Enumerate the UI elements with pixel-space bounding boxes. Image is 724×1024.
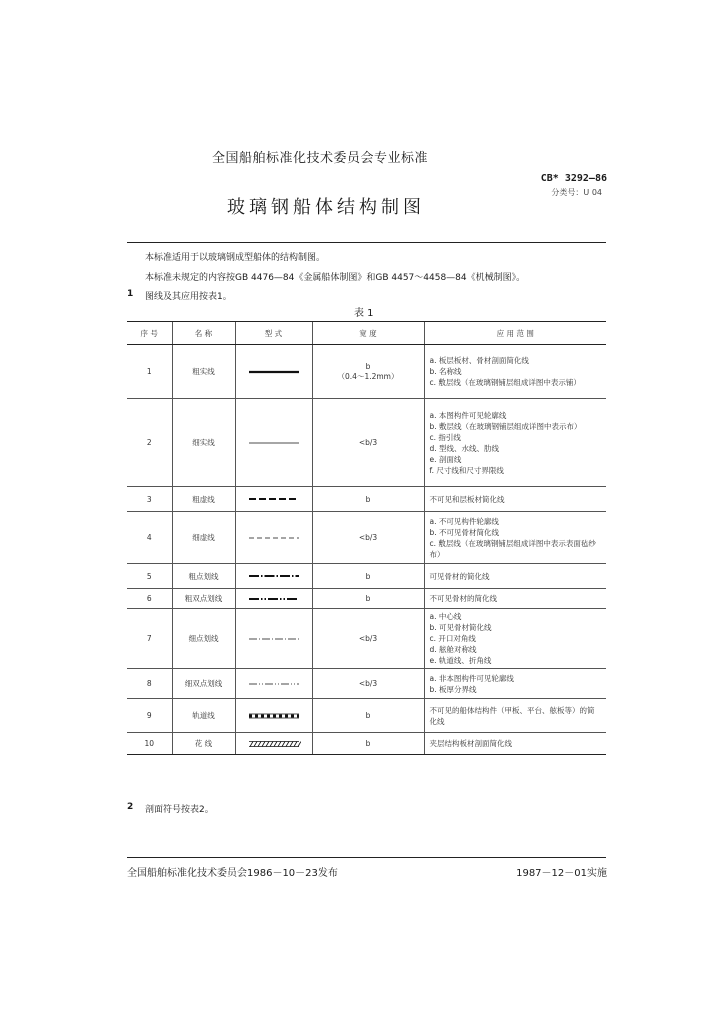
application-range xyxy=(424,699,606,733)
row-number: 4 xyxy=(127,512,172,564)
table-row xyxy=(127,733,606,755)
application-range xyxy=(424,733,606,755)
application-range xyxy=(424,589,606,609)
table-row xyxy=(127,609,606,669)
section-2-number: 2 xyxy=(127,802,134,812)
line-sample-thick-dashed xyxy=(247,494,301,504)
row-number: 3 xyxy=(127,487,172,512)
table-row xyxy=(127,512,606,564)
header-style: 型 式 xyxy=(235,322,312,345)
line-style xyxy=(235,345,312,399)
line-style xyxy=(235,609,312,669)
row-number: 10 xyxy=(127,733,172,755)
line-name: 细点划线 xyxy=(172,609,235,669)
line-width xyxy=(312,589,424,609)
line-sample-thick-dashdot xyxy=(247,571,301,581)
application-item: 不可见骨材的简化线 xyxy=(429,594,497,603)
table-row xyxy=(127,589,606,609)
width-value: b xyxy=(365,494,371,504)
application-item: 不可见的船体结构件（甲板、平台、舷板等）的简化线 xyxy=(429,705,595,726)
section-1-text: 图线及其应用按表1。 xyxy=(145,292,232,302)
application-item: 夹层结构板材剖面简化线 xyxy=(429,739,512,748)
application-item: c. 指引线 xyxy=(429,432,461,442)
application-item: c. 敷层线（在玻璃钢铺层组成详图中表示表面毡纱布） xyxy=(429,538,596,559)
application-range xyxy=(424,487,606,512)
application-range xyxy=(424,512,606,564)
intro-paragraph-2: 本标准未规定的内容按GB 4476—84《金属船体制图》和GB 4457～4458—84《机械制图》。 xyxy=(145,273,526,283)
line-style xyxy=(235,564,312,589)
line-style xyxy=(235,589,312,609)
line-style xyxy=(235,699,312,733)
application-item: b. 可见骨材简化线 xyxy=(429,623,492,632)
header-divider xyxy=(127,242,606,243)
table-row xyxy=(127,699,606,733)
application-item: b. 敷层线（在玻璃钢铺层组成详图中表示布） xyxy=(429,421,582,431)
line-width xyxy=(312,487,424,512)
width-value: <b/3 xyxy=(358,533,378,542)
width-value: <b/3 xyxy=(358,438,378,447)
width-value: b xyxy=(365,571,371,581)
width-note: （0.4～1.2mm） xyxy=(337,371,399,381)
width-value: b xyxy=(365,594,371,603)
table-row xyxy=(127,669,606,699)
application-item: a. 中心线 xyxy=(429,612,462,621)
table-row xyxy=(127,399,606,487)
line-types-table xyxy=(127,321,606,755)
header-no: 序 号 xyxy=(127,322,172,345)
row-number: 1 xyxy=(127,345,172,399)
application-item: a. 板层板材、骨材剖面简化线 xyxy=(429,356,529,365)
application-item: a. 非本图构件可见轮廓线 xyxy=(429,673,514,683)
line-width xyxy=(312,345,424,399)
table-header-row xyxy=(127,322,606,345)
line-width xyxy=(312,609,424,669)
line-style xyxy=(235,733,312,755)
line-width xyxy=(312,699,424,733)
application-item: a. 不可见构件轮廓线 xyxy=(429,516,499,526)
application-range xyxy=(424,669,606,699)
line-style xyxy=(235,399,312,487)
application-item: d. 型线、水线、肋线 xyxy=(429,443,500,453)
application-item: e. 轨道线、折角线 xyxy=(429,656,492,665)
line-width xyxy=(312,399,424,487)
application-range xyxy=(424,609,606,669)
row-number: 8 xyxy=(127,669,172,699)
standard-code: CB* 3292—86 xyxy=(540,173,607,184)
line-sample-thin-solid xyxy=(247,438,301,448)
table-caption: 表 1 xyxy=(354,308,374,319)
section-1-number: 1 xyxy=(127,289,134,299)
row-number: 7 xyxy=(127,609,172,669)
line-sample-thin-dashdotdot xyxy=(247,679,301,689)
document-title: 玻璃钢船体结构制图 xyxy=(227,197,425,218)
row-number: 2 xyxy=(127,399,172,487)
application-item: b. 板厚分界线 xyxy=(429,684,477,694)
table-body xyxy=(127,345,606,755)
width-value: <b/3 xyxy=(358,679,378,688)
footer-divider xyxy=(127,857,606,858)
table-row xyxy=(127,345,606,399)
application-range xyxy=(424,345,606,399)
width-value: b xyxy=(365,711,371,720)
line-name: 细实线 xyxy=(172,399,235,487)
application-item: c. 敷层线（在玻璃钢铺层组成详图中表示铺） xyxy=(429,378,581,387)
application-item: 可见骨材的简化线 xyxy=(429,571,490,581)
line-sample-thin-dashdot xyxy=(247,634,301,644)
line-sample-thick-solid xyxy=(247,367,301,377)
line-name: 粗双点划线 xyxy=(172,589,235,609)
row-number: 5 xyxy=(127,564,172,589)
application-item: a. 本图构件可见轮廓线 xyxy=(429,410,507,420)
width-value: b xyxy=(365,739,371,748)
header-width: 宽 度 xyxy=(312,322,424,345)
issue-date: 全国船舶标准化技术委员会1986－10－23发布 xyxy=(127,868,338,879)
line-name: 轨道线 xyxy=(172,699,235,733)
header-name: 名 称 xyxy=(172,322,235,345)
line-sample-thin-dashed xyxy=(247,533,301,543)
row-number: 9 xyxy=(127,699,172,733)
application-range xyxy=(424,564,606,589)
line-width xyxy=(312,669,424,699)
application-item: c. 开口对角线 xyxy=(429,634,476,643)
width-value: b xyxy=(365,361,371,371)
line-name: 花 线 xyxy=(172,733,235,755)
table-row xyxy=(127,564,606,589)
application-item: b. 名称线 xyxy=(429,367,462,376)
committee-heading: 全国船舶标准化技术委员会专业标准 xyxy=(212,151,429,166)
line-width xyxy=(312,512,424,564)
line-sample-thick-dashdotdot xyxy=(247,594,301,604)
row-number: 6 xyxy=(127,589,172,609)
application-item: b. 不可见骨材简化线 xyxy=(429,527,500,537)
section-2-text: 剖面符号按表2。 xyxy=(145,805,214,815)
application-range xyxy=(424,399,606,487)
line-name: 细虚线 xyxy=(172,512,235,564)
line-sample-rail xyxy=(247,711,301,721)
intro-paragraph-1: 本标准适用于以玻璃钢成型船体的结构制图。 xyxy=(145,253,326,263)
application-item: e. 剖面线 xyxy=(429,454,462,464)
header-application: 应 用 范 围 xyxy=(424,322,606,345)
line-width xyxy=(312,733,424,755)
line-name: 粗虚线 xyxy=(172,487,235,512)
application-item: d. 舷舱对称线 xyxy=(429,645,477,654)
table-row xyxy=(127,487,606,512)
line-name: 粗点划线 xyxy=(172,564,235,589)
line-name: 粗实线 xyxy=(172,345,235,399)
line-style xyxy=(235,512,312,564)
width-value: <b/3 xyxy=(358,634,378,643)
line-style xyxy=(235,487,312,512)
application-item: 不可见和层板材简化线 xyxy=(429,494,505,504)
line-sample-hatched xyxy=(247,739,301,749)
line-style xyxy=(235,669,312,699)
application-item: f. 尺寸线和尺寸界限线 xyxy=(429,465,504,475)
classification-number: 分类号：U 04 xyxy=(551,188,602,197)
line-name: 细双点划线 xyxy=(172,669,235,699)
effective-date: 1987－12－01实施 xyxy=(516,868,607,879)
line-width xyxy=(312,564,424,589)
